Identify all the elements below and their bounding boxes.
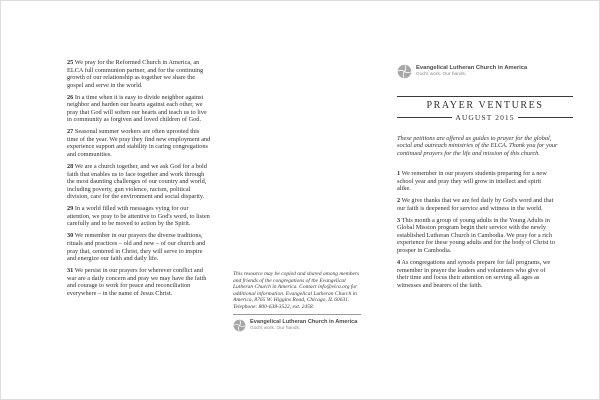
page-title: PRAYER VENTURES <box>426 100 544 111</box>
prayer-item-29 <box>67 205 211 228</box>
prayer-item-30 <box>67 232 211 262</box>
prayer-item-4 <box>397 259 555 289</box>
prayer-number: 31 <box>67 267 74 275</box>
org-tagline: God's work. Our hands. <box>416 72 467 78</box>
prayer-text: We are a church together, and we ask God for a bold faith that enables us to face together and work through the most daunting challenges of our country and world, including poverty, gun violence, racism, political division, care for the environment and social disparity. <box>67 163 207 201</box>
prayer-number: 26 <box>67 93 74 101</box>
prayer-text: In a world filled with messages vying for our attention, we pray to be attentive to God's word, to listen carefully and to be moved to action by the Spirit. <box>67 205 210 228</box>
cover-subtitle-row <box>397 113 573 122</box>
prayer-item-1 <box>397 170 555 193</box>
prayer-text: We persist in our prayers for wherever conflict and war are a daily concern and pray we may have the faith and courage to work for peace and reconciliation everywhere – in the name of Jesus Christ. <box>67 267 207 297</box>
left-column <box>67 59 211 302</box>
cover-prayers <box>397 170 573 289</box>
cover-title-block <box>397 96 573 122</box>
prayer-item-31 <box>67 267 211 297</box>
elca-logo-text <box>250 319 357 332</box>
org-name: Evangelical Lutheran Church in America <box>250 318 358 325</box>
cover-column <box>397 64 573 294</box>
prayer-number: 29 <box>67 205 74 213</box>
prayer-text: Seasonal summer workers are often uprooted this time of the year. We pray they find new employment and experience support and stability in caring congregations and communities. <box>67 128 211 159</box>
prayer-number: 4 <box>397 259 401 267</box>
prayer-number: 27 <box>67 128 74 136</box>
org-tagline: God's work. Our hands. <box>250 325 301 331</box>
divider-rule <box>233 314 361 315</box>
prayer-item-2 <box>397 197 555 212</box>
prayer-text: We remember in our prayers the diverse traditions, rituals and practices – old and new – of our church and pray that, centered in Christ, they will serve to inspire and energize our faith and daily life. <box>67 232 206 263</box>
elca-logo-block <box>397 64 573 79</box>
org-name: Evangelical Lutheran Church in America <box>416 64 528 71</box>
prayer-number: 2 <box>397 197 401 205</box>
prayer-text: We remember in our prayers students preparing for a new school year and pray they will grow in intellect and spirit alike. <box>397 170 547 193</box>
subtitle-rule-left <box>397 117 452 118</box>
cover-intro: These petitions are offered as guides to prayer for the global, social and outreach ministries of the ELCA. Thank you for your continued prayers for the life and mission of this church. <box>397 134 558 158</box>
prayer-number: 25 <box>67 59 74 66</box>
prayer-number: 1 <box>397 170 401 178</box>
elca-logo-text <box>416 65 527 78</box>
prayer-text: This month a group of young adults in the Young Adults in Global Mission program begin their service with the newly established Lutheran Church in Cambodia. We pray for a rich experience for these young adults and for the body of Christ to prosper in Cambodia. <box>397 216 555 254</box>
prayer-text: As congregations and synods prepare for fall programs, we remember in prayer the leaders and volunteers who give of their time and focus their attention on serving all ages as witnesses and bearers of the faith. <box>397 259 551 289</box>
elca-hands-circle-icon <box>397 64 412 79</box>
prayer-text: We give thanks that we are fed daily by God's word and that our faith is deepened for service and witness in the world. <box>397 197 554 212</box>
elca-logo-block <box>233 319 361 332</box>
middle-column <box>233 271 361 332</box>
prayer-number: 28 <box>67 163 74 171</box>
prayer-item-28 <box>67 163 211 201</box>
prayer-item-25 <box>67 59 211 89</box>
prayer-item-27 <box>67 128 211 158</box>
subtitle-rule-right <box>518 117 573 118</box>
prayer-item-26 <box>67 94 211 124</box>
copy-notice: This resource may be copied and shared among members and friends of the congregations of the Evangelical Lutheran Church in America. Contact info@elca.org for additional information. Evangelical Lutheran Church in America, 8765 W. Higgins Road, Chicago, IL 60631. Telephone: 800-638-3522, ext. 2458. <box>233 271 360 310</box>
elca-hands-circle-icon <box>233 319 246 332</box>
prayer-item-3 <box>397 217 555 255</box>
issue-date: AUGUST 2015 <box>455 112 515 122</box>
prayer-number: 30 <box>67 232 74 240</box>
prayer-text: In a time when it is easy to divide neighbor against neighbor and harden our hearts against each other, we pray that God will soften our hearts and teach us to live in community as forgiven and loved children of God. <box>67 93 207 124</box>
prayer-text: We pray for the Reformed Church in America, an ELCA full communion partner, and for the continuing growth of our relationship as together we share the gospel and serve in the world. <box>67 59 204 89</box>
prayer-number: 3 <box>397 216 401 224</box>
